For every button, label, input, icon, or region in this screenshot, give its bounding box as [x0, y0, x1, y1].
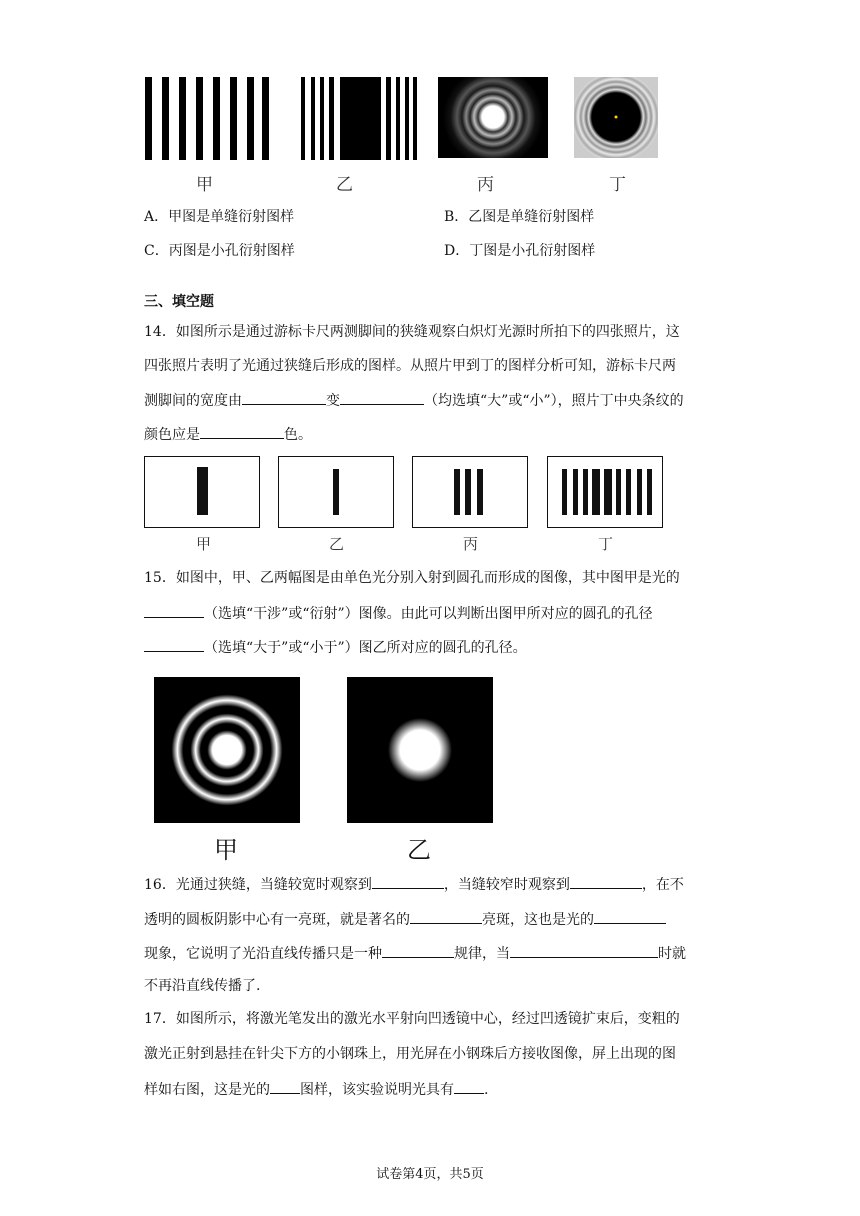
q13-option-d: D．丁图是小孔衍射图样: [444, 243, 596, 259]
q14-line3: [144, 392, 684, 408]
q14-caption-bing: 丙: [463, 535, 479, 553]
q17-line1: 17．如图所示，将激光笔发出的激光水平射向凹透镜中心，经过凹透镜扩束后，变粗的: [144, 1011, 680, 1027]
q14-line2: 四张照片表明了光通过狭缝后形成的图样。从照片甲到丁的图样分析可知，游标卡尺两: [144, 358, 676, 374]
q16-line2: [144, 911, 666, 927]
q13-option-c: C．丙图是小孔衍射图样: [144, 243, 295, 259]
q14-line4-text-a: 颜色应是: [144, 427, 200, 443]
q13-option-b: B．乙图是单缝衍射图样: [444, 209, 595, 225]
q14-photo-jia: [144, 456, 260, 528]
q15-figure-yi: [347, 677, 493, 823]
q15-line3: [144, 639, 527, 655]
q13-figure-bing: [438, 77, 548, 158]
q17-line2: 激光正射到悬挂在针尖下方的小钢珠上，用光屏在小钢珠后方接收图像，屏上出现的图: [144, 1046, 676, 1062]
q13-figure-jia: [145, 77, 269, 160]
page-footer: 试卷第4页，共5页: [376, 1167, 484, 1182]
q16-blank-1[interactable]: [372, 876, 444, 889]
q16-line1-text-c: ，在不: [641, 877, 684, 893]
q15-line2: [144, 605, 653, 621]
q14-caption-jia: 甲: [196, 535, 212, 553]
q16-line1-text-b: ，当缝较窄时观察到: [443, 877, 570, 893]
q16-line3-text-b: 规律，当: [454, 946, 510, 962]
q15-caption-yi: 乙: [407, 836, 431, 864]
q14-photo-bing: [412, 456, 528, 528]
q14-line3-text-c: （均选填“大”或“小”），照片丁中央条纹的: [424, 393, 684, 409]
q16-line1-text-a: 16．光通过狭缝，当缝较宽时观察到: [144, 877, 372, 893]
q14-photo-ding: [547, 456, 663, 528]
q16-line2-text-a: 透明的圆板阴影中心有一亮斑，就是著名的: [144, 912, 410, 928]
q15-line2-text: （选填“干涉”或“衍射”）图像。由此可以判断出图甲所对应的圆孔的孔径: [204, 606, 653, 622]
q13-option-a: A．甲图是单缝衍射图样: [144, 209, 295, 225]
q16-blank-5[interactable]: [382, 945, 454, 958]
q13-figure-ding: [574, 77, 658, 158]
q16-line1: [144, 876, 684, 892]
q15-line3-text: （选填“大于”或“小于”）图乙所对应的圆孔的孔径。: [204, 640, 527, 656]
q17-line3-text-c: .: [484, 1082, 489, 1098]
q16-line4: 不再沿直线传播了.: [144, 978, 261, 994]
q16-line3-text-a: 现象，它说明了光沿直线传播只是一种: [144, 946, 382, 962]
q16-blank-3[interactable]: [410, 911, 482, 924]
q15-figure-jia: [154, 677, 300, 823]
q16-blank-2[interactable]: [570, 876, 642, 889]
q13-figure-yi: [301, 77, 417, 160]
q14-line4: [144, 426, 312, 442]
q14-blank-3[interactable]: [200, 426, 284, 439]
q15-line1: 15．如图中，甲、乙两幅图是由单色光分别入射到圆孔而形成的图像，其中图甲是光的: [144, 570, 680, 586]
q16-blank-4[interactable]: [594, 911, 666, 924]
q17-line3-text-a: 样如右图，这是光的: [144, 1082, 270, 1098]
q13-caption-yi: 乙: [336, 175, 353, 195]
q16-line2-text-b: 亮斑，这也是光的: [482, 912, 594, 928]
q16-line3: [144, 945, 686, 961]
section-title: 三、填空题: [144, 294, 214, 310]
q17-blank-1[interactable]: [270, 1081, 300, 1094]
q15-blank-1[interactable]: [144, 605, 204, 618]
q17-blank-2[interactable]: [454, 1081, 484, 1094]
q14-photo-yi: [278, 456, 394, 528]
q16-line3-text-c: 时就: [658, 946, 686, 962]
q14-line3-text-a: 测脚间的宽度由: [144, 393, 242, 409]
q14-blank-2[interactable]: [340, 392, 424, 405]
q13-caption-ding: 丁: [609, 175, 626, 195]
q17-line3-text-b: 图样，该实验说明光具有: [300, 1082, 454, 1098]
q14-caption-ding: 丁: [598, 535, 614, 553]
q14-blank-1[interactable]: [242, 392, 326, 405]
q14-line1: 14．如图所示是通过游标卡尺两测脚间的狭缝观察白炽灯光源时所拍下的四张照片，这: [144, 324, 680, 340]
q15-blank-2[interactable]: [144, 639, 204, 652]
q16-blank-6[interactable]: [510, 945, 658, 958]
q14-line4-text-b: 色。: [284, 427, 312, 443]
q14-caption-yi: 乙: [329, 535, 345, 553]
q17-line3: [144, 1081, 488, 1097]
q13-caption-bing: 丙: [477, 175, 494, 195]
q13-caption-jia: 甲: [196, 175, 213, 195]
q15-caption-jia: 甲: [214, 836, 238, 864]
q14-line3-text-b: 变: [326, 393, 340, 409]
